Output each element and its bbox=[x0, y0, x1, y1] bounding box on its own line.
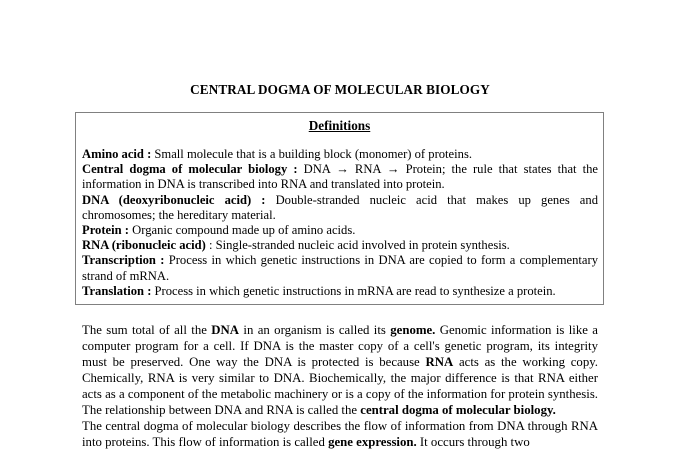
definition-item bbox=[82, 284, 598, 299]
bold-term: DNA bbox=[211, 323, 240, 337]
definition-item bbox=[82, 253, 598, 283]
definition-term: Translation : bbox=[82, 283, 152, 298]
bold-term: central dogma of molecular biology. bbox=[360, 403, 556, 417]
definition-item bbox=[82, 147, 598, 162]
definition-text: Double-stranded nucleic acid that makes up genes and chromosomes; the hereditary material. bbox=[82, 192, 598, 222]
paragraph-genome bbox=[82, 322, 598, 418]
bold-term: gene expression. bbox=[328, 435, 417, 449]
definition-item bbox=[82, 162, 598, 192]
text-run: in an organism is called its bbox=[239, 323, 391, 337]
definitions-list bbox=[82, 147, 598, 299]
definition-term: Central dogma of molecular biology : bbox=[82, 162, 298, 177]
text-run: It occurs through two bbox=[416, 435, 530, 449]
definitions-box bbox=[75, 112, 604, 305]
bold-term: RNA bbox=[425, 355, 454, 369]
document-title: CENTRAL DOGMA OF MOLECULAR BIOLOGY bbox=[190, 82, 490, 97]
text-run: acts as the working copy. Chemically, RNA is very similar to DNA. Biochemically, the major difference is that RNA either acts as a component of the metabolic machinery or is a copy of the information for protein synthesis. The relationship between DNA and RNA is called the bbox=[82, 355, 598, 417]
definition-term: Transcription : bbox=[82, 253, 165, 268]
definition-item bbox=[82, 193, 598, 223]
definition-term: RNA (ribonucleic acid) bbox=[82, 238, 206, 253]
bold-term: genome. bbox=[390, 323, 436, 337]
definition-text: Process in which genetic instructions in DNA are copied to form a complementary strand of mRNA. bbox=[82, 253, 598, 283]
text-run: The sum total of all the bbox=[82, 323, 212, 337]
definition-term: Amino acid : bbox=[82, 147, 152, 161]
definition-text: DNA → RNA → Protein; the rule that states that the information in DNA is transcribed into RNA and translated into protein. bbox=[82, 162, 598, 192]
definition-text: Organic compound made up of amino acids. bbox=[128, 223, 356, 238]
text-run: The central dogma of molecular biology describes the flow of information from DNA through RNA into proteins. This flow of information is called bbox=[82, 419, 598, 449]
paragraph-gene-expression bbox=[82, 418, 598, 450]
text-run: Genomic information is like a computer program for a cell. If DNA is the master copy of a cell's genetic program, its integrity must be preserved. One way the DNA is protected is because bbox=[82, 323, 598, 369]
definition-term: Protein : bbox=[82, 223, 129, 238]
definition-text: Process in which genetic instructions in mRNA are read to synthesize a protein. bbox=[151, 283, 556, 298]
body-text bbox=[82, 322, 598, 450]
definition-text: : Single-stranded nucleic acid involved in protein synthesis. bbox=[205, 238, 510, 253]
definition-term: DNA (deoxyribonucleic acid) : bbox=[82, 192, 266, 207]
definition-item bbox=[82, 223, 598, 238]
definition-item bbox=[82, 238, 598, 253]
definition-text: Small molecule that is a building block (monomer) of proteins. bbox=[151, 147, 472, 161]
definitions-heading: Definitions bbox=[308, 118, 371, 133]
